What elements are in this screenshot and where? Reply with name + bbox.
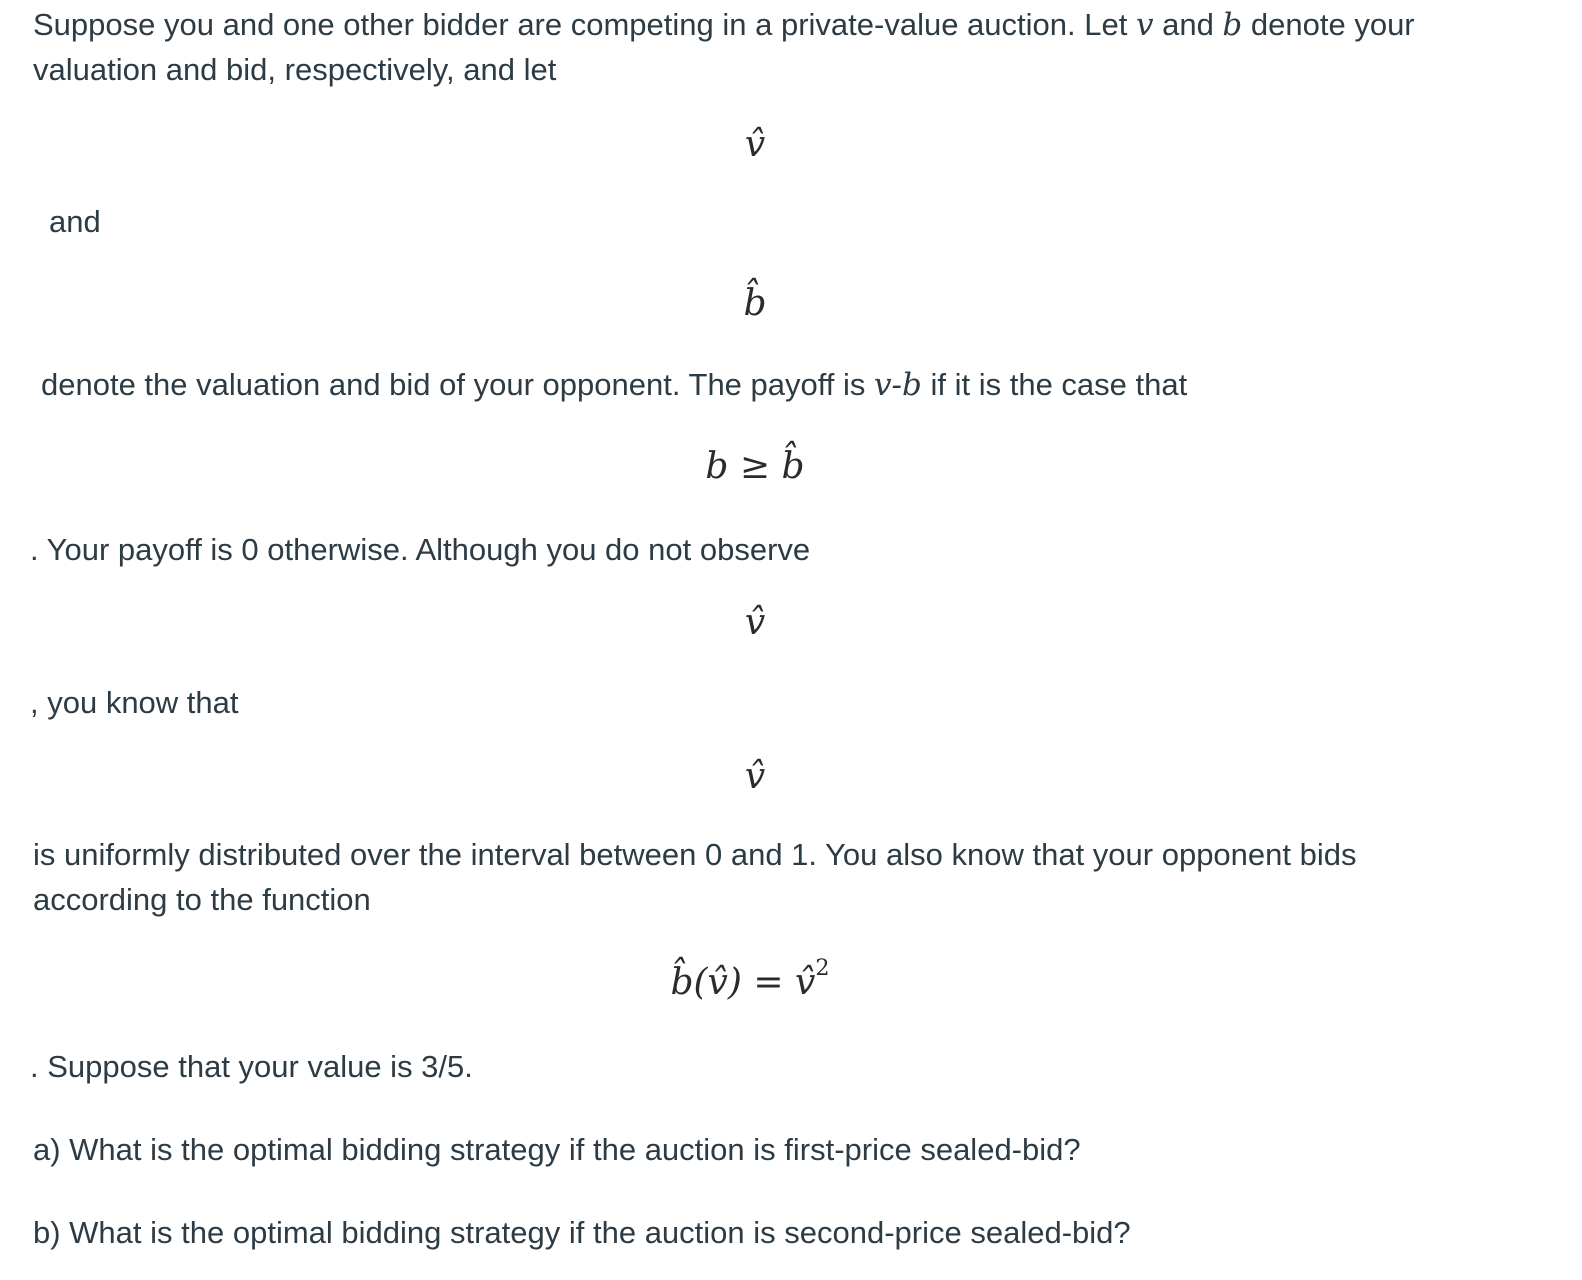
equation-vhat-1: v̂ (744, 124, 766, 165)
intro-text-b: and (1153, 7, 1223, 42)
question-a: a) What is the optimal bidding strategy if the auction is first-price sealed-bid? (33, 1132, 1081, 1167)
function-equals: = (753, 962, 784, 1003)
denote-text-b: if it is the case that (921, 367, 1188, 402)
equation-bid-function (0, 955, 1500, 1003)
var-v: v (1135, 7, 1154, 43)
var-b: b (1222, 7, 1243, 43)
equation-bhat-1: b̂ (743, 283, 767, 324)
condition-rhs: b̂ (781, 446, 805, 487)
condition-operator: ≥ (739, 446, 771, 487)
function-rhs: v̂ (795, 962, 816, 1003)
denote-text-a: denote the valuation and bid of your opponent. The payoff is (41, 367, 875, 402)
intro-text-c: denote your (1242, 7, 1415, 42)
function-exponent: 2 (815, 955, 830, 982)
intro-line-1 (33, 2, 1415, 48)
value-text: . Suppose that your value is 3/5. (30, 1049, 473, 1084)
equation-condition (0, 446, 1510, 487)
intro-line-2: valuation and bid, respectively, and let (33, 52, 557, 87)
denote-line (41, 362, 1187, 408)
know-text: , you know that (30, 685, 239, 720)
equation-vhat-3: v̂ (744, 756, 766, 797)
condition-lhs: b (705, 446, 729, 487)
uniform-line-1: is uniformly distributed over the interval between 0 and 1. You also know that your opponent bids (33, 837, 1357, 872)
function-lhs: b̂(v̂) (670, 962, 742, 1003)
otherwise-text: . Your payoff is 0 otherwise. Although you do not observe (30, 532, 811, 567)
payoff-expression: v-b (874, 367, 922, 403)
question-b: b) What is the optimal bidding strategy if the auction is second-price sealed-bid? (33, 1215, 1131, 1250)
equation-vhat-2: v̂ (744, 602, 766, 643)
uniform-line-2: according to the function (33, 882, 371, 917)
and-text: and (49, 204, 101, 239)
intro-text-a: Suppose you and one other bidder are competing in a private-value auction. Let (33, 7, 1136, 42)
